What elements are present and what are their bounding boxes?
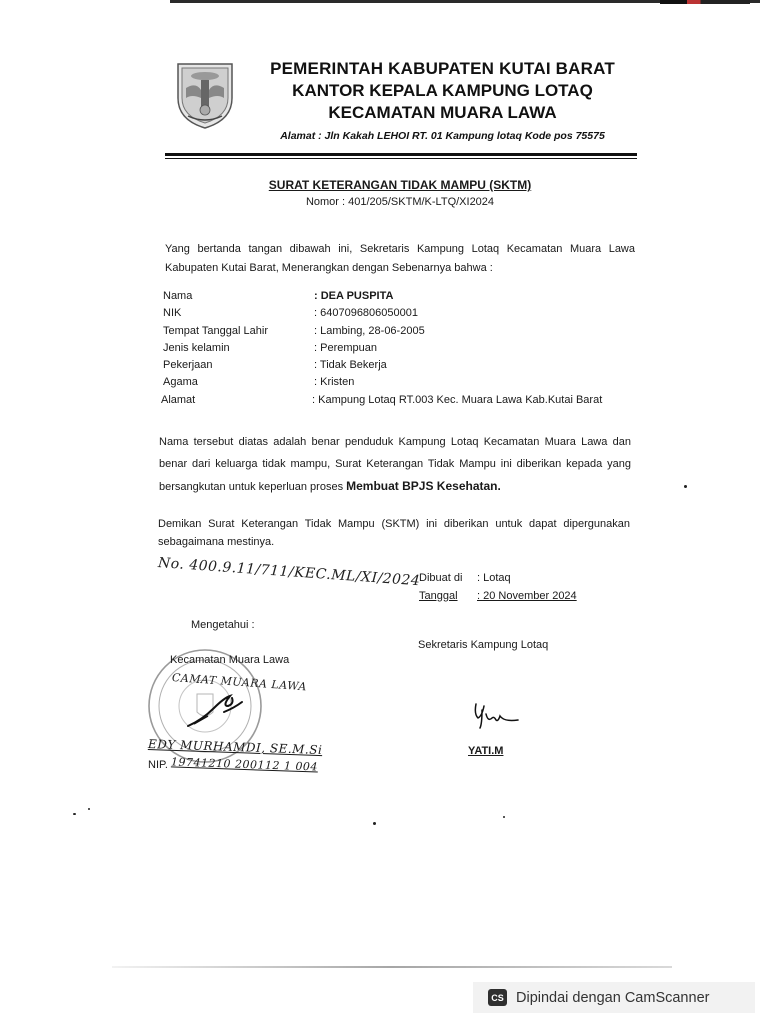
camscanner-watermark: [473, 982, 755, 1013]
closing-paragraph: Demikan Surat Keterangan Tidak Mampu (SKTM) ini diberikan untuk dapat dipergunakan sebagaimana mestinya.: [158, 518, 630, 548]
handwritten-camat-title: CAMAT MUARA LAWA: [171, 671, 308, 694]
scan-speck: [73, 813, 76, 815]
field-value: : Tidak Bekerja: [314, 359, 387, 371]
nip-label: NIP.: [148, 759, 168, 771]
regency-emblem-icon: [172, 58, 238, 130]
field-label: Pekerjaan: [163, 359, 213, 371]
letterhead-divider-thick: [165, 153, 637, 156]
scan-speck: [503, 816, 505, 818]
field-value: : Kristen: [314, 376, 355, 388]
letterhead-address: Alamat : Jln Kakah LEHOI RT. 01 Kampung lotaq Kode pos 75575: [280, 130, 605, 142]
letterhead-office: KANTOR KEPALA KAMPUNG LOTAQ: [292, 81, 593, 100]
scan-top-edge: [170, 0, 760, 3]
secretary-title: Sekretaris Kampung Lotaq: [418, 639, 549, 651]
statement-paragraph: [159, 431, 631, 498]
camscanner-text: Dipindai dengan CamScanner: [516, 989, 710, 1006]
letterhead: [245, 58, 640, 142]
camat-signature-icon: [184, 690, 254, 730]
scan-bottom-edge: [112, 966, 672, 968]
district-office: Kecamatan Muara Lawa: [170, 654, 290, 666]
date-value: : 20 November 2024: [477, 590, 577, 602]
place-value: : Lotaq: [477, 572, 511, 584]
letterhead-government: PEMERINTAH KABUPATEN KUTAI BARAT: [270, 59, 615, 78]
field-label: Tempat Tanggal Lahir: [163, 325, 268, 337]
field-label: Nama: [163, 290, 193, 302]
field-label: NIK: [163, 307, 182, 319]
field-label: Agama: [163, 376, 198, 388]
handwritten-registration-number: No. 400.9.11/711/KEC.ML/XI/2024: [157, 555, 421, 590]
field-value: : Perempuan: [314, 342, 377, 354]
camscanner-logo-icon: CS: [488, 989, 507, 1006]
field-value: : DEA PUSPITA: [314, 290, 394, 302]
acknowledge-label: Mengetahui :: [191, 619, 255, 631]
secretary-signature-icon: [470, 700, 520, 730]
scan-speck: [684, 485, 687, 488]
place-label: Dibuat di: [419, 572, 463, 584]
scan-speck: [373, 822, 376, 825]
secretary-name: YATI.M: [468, 745, 504, 757]
statement-text: Nama tersebut diatas adalah benar penduduk Kampung Lotaq Kecamatan Muara Lawa dan benar dari keluarga tidak mampu, Surat Keterangan Tidak Mampu ini diberikan kepada yang bersangkutan untuk keperluan proses: [159, 436, 631, 493]
nip-value: 19741210 200112 1 004: [170, 755, 319, 774]
document-title: SURAT KETERANGAN TIDAK MAMPU (SKTM): [268, 178, 532, 192]
scan-speck: [88, 808, 90, 810]
statement-purpose: Membuat BPJS Kesehatan.: [346, 479, 501, 493]
place-date-block: [419, 569, 577, 605]
document-number: Nomor : 401/205/SKTM/K-LTQ/XI2024: [305, 196, 495, 208]
handwritten-camat-name: EDY MURHAMDI, SE.M.Si: [147, 737, 323, 758]
camat-nip: [148, 755, 319, 774]
field-label: Alamat: [161, 394, 196, 406]
field-label: Jenis kelamin: [163, 342, 230, 354]
letterhead-divider-thin: [165, 158, 637, 159]
intro-paragraph: Yang bertanda tangan dibawah ini, Sekretaris Kampung Lotaq Kecamatan Muara Lawa Kabupaten Kutai Barat, Menerangkan dengan Sebenarnya bahwa :: [165, 243, 635, 274]
field-value: : Lambing, 28-06-2005: [314, 325, 425, 337]
field-value: : 6407096806050001: [314, 307, 418, 319]
field-value: : Kampung Lotaq RT.003 Kec. Muara Lawa Kab.Kutai Barat: [312, 394, 603, 406]
letterhead-district: KECAMATAN MUARA LAWA: [328, 103, 557, 122]
date-label: Tanggal: [419, 590, 458, 602]
